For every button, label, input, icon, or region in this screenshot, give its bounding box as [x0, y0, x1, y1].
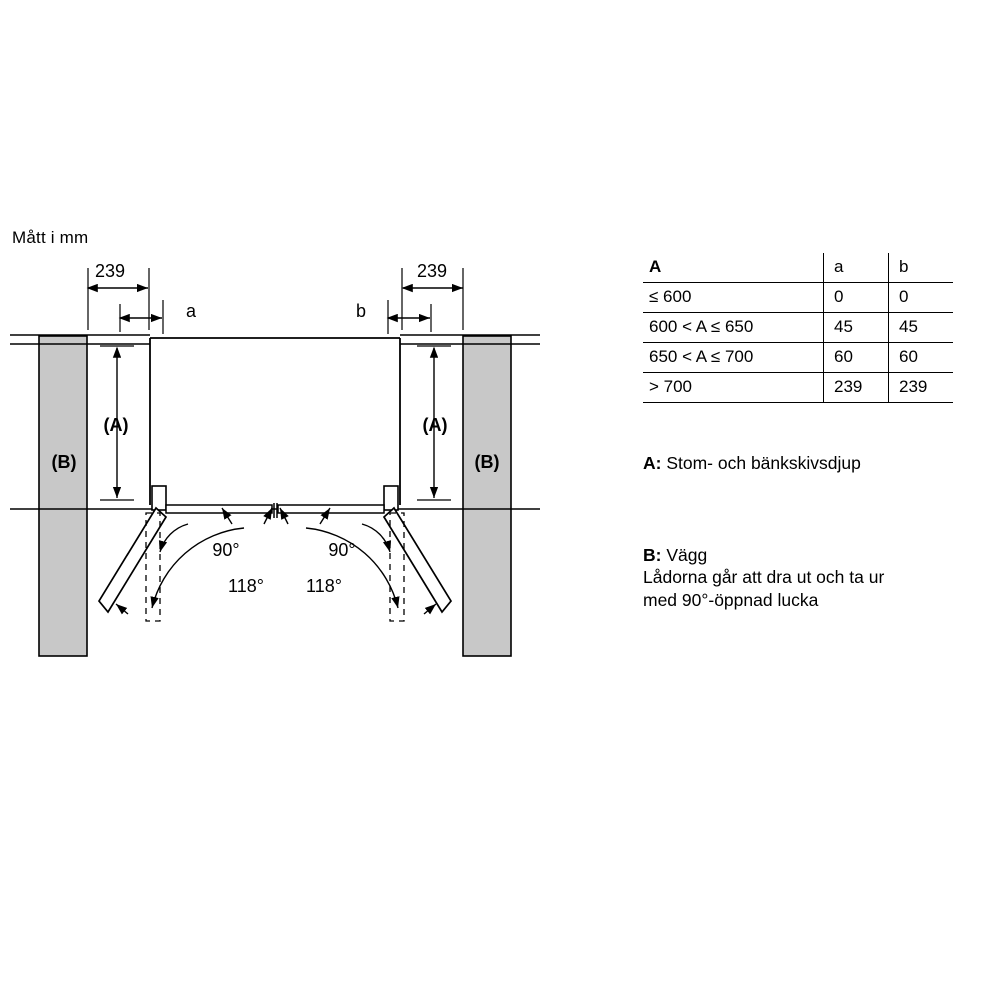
units-label: Mått i mm	[12, 228, 89, 247]
table-row	[643, 313, 953, 343]
label-angle-90-right: 90°	[328, 540, 356, 560]
cell-a: 45	[824, 313, 889, 343]
table-row	[643, 343, 953, 373]
legend-b-note-line1: Lådorna går att dra ut och ta ur	[643, 567, 885, 588]
label-wall-right: (B)	[474, 452, 500, 472]
wall-right	[463, 336, 511, 656]
cell-b: 45	[889, 313, 954, 343]
label-239-right: 239	[416, 261, 448, 281]
legend-a	[643, 452, 861, 474]
legend-a-text: Stom- och bänkskivsdjup	[661, 453, 861, 473]
dimension-a	[120, 300, 163, 334]
header-b: b	[889, 253, 954, 283]
cell-a: 0	[824, 283, 889, 313]
table-header-row	[643, 253, 953, 283]
legend-b-text: Vägg	[661, 545, 708, 565]
angle-arcs	[152, 524, 398, 608]
legend-b-note-line2: med 90°-öppnad lucka	[643, 589, 819, 610]
table-row	[643, 283, 953, 313]
cell-range: 650 < A ≤ 700	[643, 343, 824, 373]
cell-b: 0	[889, 283, 954, 313]
counter-top-lines	[10, 335, 540, 344]
table-row	[643, 373, 953, 403]
appliance-body	[152, 486, 398, 518]
label-cabinet-left: (A)	[103, 415, 129, 435]
legend-b	[643, 544, 983, 611]
label-a: a	[186, 301, 197, 321]
legend-a-key: A:	[643, 453, 662, 473]
label-angle-118-left: 118°	[228, 576, 264, 596]
legend-b-key: B:	[643, 545, 662, 565]
cell-a: 60	[824, 343, 889, 373]
header-a: a	[824, 253, 889, 283]
cell-a: 239	[824, 373, 889, 403]
depth-spec-table	[643, 253, 953, 403]
cell-b: 239	[889, 373, 954, 403]
label-angle-118-right: 118°	[306, 576, 342, 596]
cell-b: 60	[889, 343, 954, 373]
legend-b-line	[643, 544, 983, 566]
cell-range: > 700	[643, 373, 824, 403]
appliance-niche	[150, 338, 400, 505]
wall-left	[39, 336, 87, 656]
cell-range: 600 < A ≤ 650	[643, 313, 824, 343]
label-239-left: 239	[94, 261, 126, 281]
header-range: A	[643, 253, 824, 283]
label-angle-90-left: 90°	[212, 540, 240, 560]
label-cabinet-right: (A)	[422, 415, 448, 435]
label-b: b	[356, 301, 367, 321]
label-wall-left: (B)	[51, 452, 77, 472]
dimension-b	[388, 300, 431, 334]
cell-range: ≤ 600	[643, 283, 824, 313]
